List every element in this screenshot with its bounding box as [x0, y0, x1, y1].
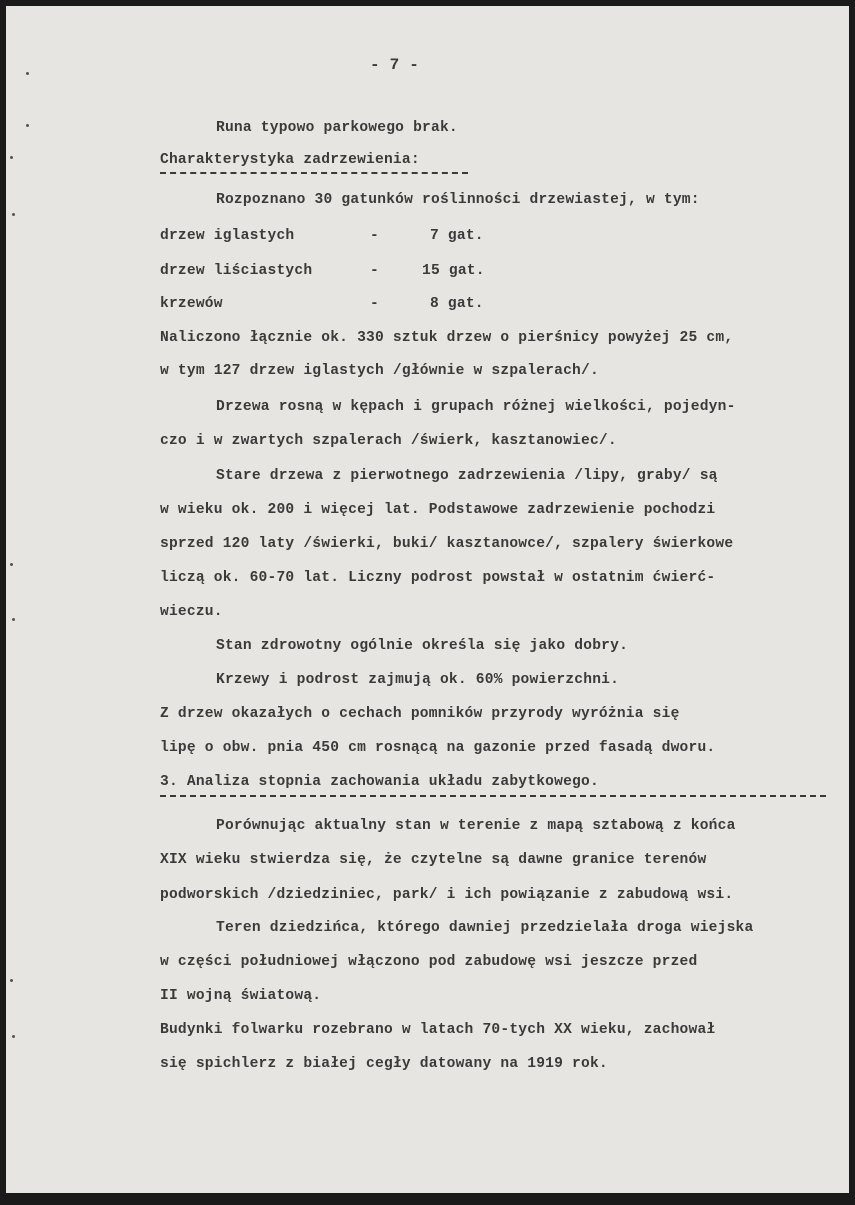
text-line: lipę o obw. pnia 450 cm rosnącą na gazonie przed fasadą dworu.: [160, 740, 716, 756]
text-line: sprzed 120 laty /świerki, buki/ kasztanowce/, szpalery świerkowe: [160, 536, 734, 552]
species-label: drzew iglastych: [160, 228, 295, 244]
section-heading: 3. Analiza stopnia zachowania układu zabytkowego.: [160, 774, 599, 790]
species-dash: -: [370, 296, 379, 312]
text-line: XIX wieku stwierdza się, że czytelne są dawne granice terenów: [160, 852, 707, 868]
text-line: Drzewa rosną w kępach i grupach różnej wielkości, pojedyn-: [216, 399, 736, 415]
text-line: czo i w zwartych szpalerach /świerk, kasztanowiec/.: [160, 433, 617, 449]
text-line: Krzewy i podrost zajmują ok. 60% powierzchni.: [216, 672, 620, 688]
species-dash: -: [370, 263, 379, 279]
text-line: Porównując aktualny stan w terenie z mapą sztabową z końca: [216, 818, 736, 834]
margin-mark: [12, 213, 15, 216]
margin-mark: [12, 618, 15, 621]
heading-underline: [160, 172, 468, 174]
text-line: Naliczono łącznie ok. 330 sztuk drzew o pierśnicy powyżej 25 cm,: [160, 330, 734, 346]
text-line: w tym 127 drzew iglastych /głównie w szpalerach/.: [160, 363, 599, 379]
text-line: liczą ok. 60-70 lat. Liczny podrost powstał w ostatnim ćwierć-: [160, 570, 716, 586]
text-line: Stan zdrowotny ogólnie określa się jako dobry.: [216, 638, 629, 654]
page-number: - 7 -: [370, 56, 420, 74]
margin-mark: [10, 563, 13, 566]
text-line: II wojną światową.: [160, 988, 322, 1004]
text-line: Teren dziedzińca, którego dawniej przedzielała droga wiejska: [216, 920, 754, 936]
text-line: w wieku ok. 200 i więcej lat. Podstawowe zadrzewienie pochodzi: [160, 502, 716, 518]
document-page: [6, 6, 849, 1193]
species-dash: -: [370, 228, 379, 244]
species-count: 8 gat.: [430, 296, 484, 312]
margin-mark: [26, 124, 29, 127]
margin-mark: [10, 979, 13, 982]
species-label: drzew liściastych: [160, 263, 313, 279]
section-heading: Charakterystyka zadrzewienia:: [160, 152, 420, 168]
text-line: się spichlerz z białej cegły datowany na 1919 rok.: [160, 1056, 608, 1072]
margin-mark: [10, 156, 13, 159]
species-count: 15 gat.: [422, 263, 485, 279]
text-line: Budynki folwarku rozebrano w latach 70-tych XX wieku, zachował: [160, 1022, 716, 1038]
margin-mark: [12, 1035, 15, 1038]
text-line: Rozpoznano 30 gatunków roślinności drzewiastej, w tym:: [216, 192, 700, 208]
species-label: krzewów: [160, 296, 223, 312]
text-line: Runa typowo parkowego brak.: [216, 120, 458, 136]
species-count: 7 gat.: [430, 228, 484, 244]
text-line: w części południowej włączono pod zabudowę wsi jeszcze przed: [160, 954, 698, 970]
text-line: podworskich /dziedziniec, park/ i ich powiązanie z zabudową wsi.: [160, 887, 734, 903]
text-line: Z drzew okazałych o cechach pomników przyrody wyróżnia się: [160, 706, 680, 722]
text-line: Stare drzewa z pierwotnego zadrzewienia /lipy, graby/ są: [216, 468, 718, 484]
text-line: wieczu.: [160, 604, 223, 620]
margin-mark: [26, 72, 29, 75]
heading-underline: [160, 795, 826, 797]
